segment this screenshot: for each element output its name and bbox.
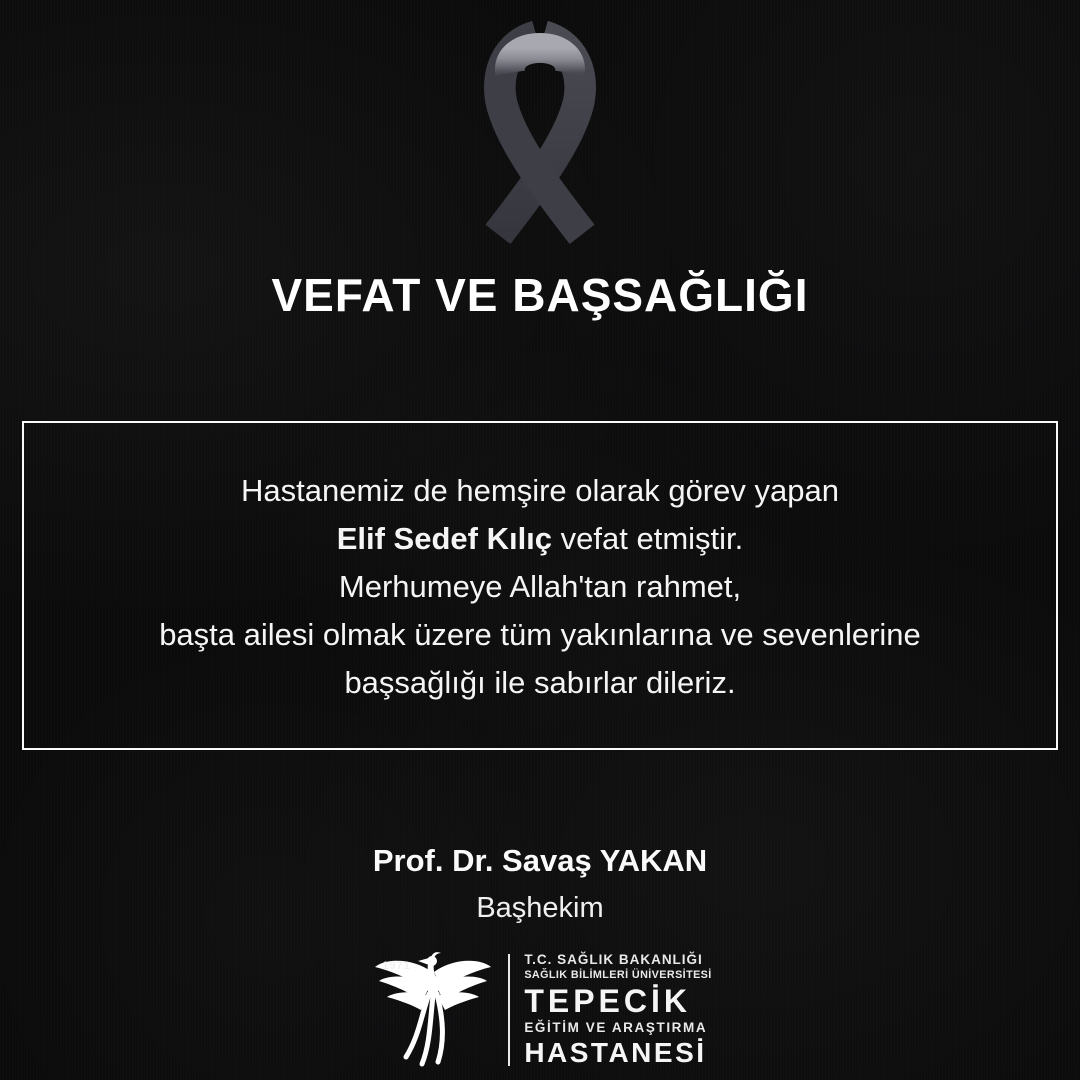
message-line: başsağlığı ile sabırlar dileriz. [344, 665, 736, 700]
phoenix-icon [368, 950, 498, 1070]
logo-hospital-type: EĞİTİM VE ARAŞTIRMA [524, 1019, 708, 1035]
message-line: Merhumeye Allah'tan rahmet, [338, 569, 742, 604]
logo-year: 1971 [382, 960, 411, 972]
condolence-box [22, 421, 1058, 750]
mourning-ribbon-icon [450, 8, 630, 258]
signature-name: Prof. Dr. Savaş YAKAN [372, 843, 708, 878]
signature-block [0, 843, 1080, 925]
logo-divider [508, 954, 510, 1066]
logo-hospital-name: TEPECİK [524, 982, 691, 1019]
logo-university: SAĞLIK BİLİMLERİ ÜNİVERSİTESİ [524, 968, 712, 981]
message-line-rest: vefat etmiştir. [552, 521, 744, 556]
logo-text-block [524, 951, 711, 1070]
logo-ministry: T.C. SAĞLIK BAKANLIĞI [524, 951, 703, 967]
signature-role: Başhekim [476, 892, 604, 924]
deceased-name: Elif Sedef Kılıç [336, 521, 553, 556]
message-line: başta ailesi olmak üzere tüm yakınlarına ve sevenlerine [159, 617, 921, 652]
message-line [24, 515, 1056, 563]
hospital-logo [0, 950, 1080, 1070]
page-title: VEFAT VE BAŞSAĞLIĞI [271, 269, 809, 321]
logo-hospital-word: HASTANESİ [524, 1036, 707, 1068]
message-line: Hastanemiz de hemşire olarak görev yapan [241, 473, 839, 508]
